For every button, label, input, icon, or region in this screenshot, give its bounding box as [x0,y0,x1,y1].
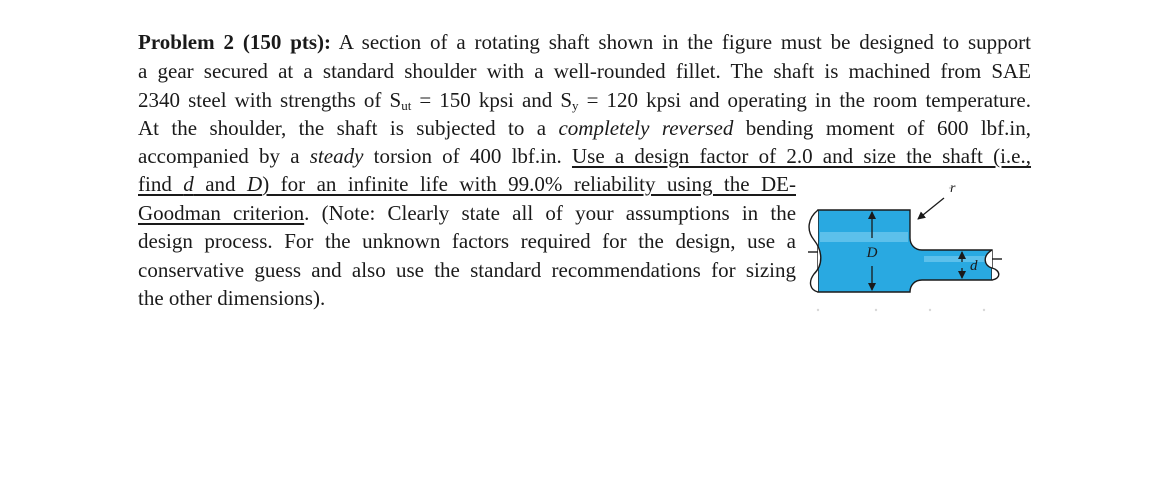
shaft-figure [804,174,1004,324]
text-line-4: At the shoulder, the shaft is subjected to a completely reversed bending moment of 600 lbf.in, [138,116,1032,140]
underlined-criterion: Goodman criterion [138,201,305,225]
label-r: r [950,181,956,196]
emphasis-steady: steady [309,144,364,168]
text-line-7: Goodman criterion. (Note: Clearly state all of your assumptions in the [138,201,797,225]
label-D: D [866,245,878,261]
label-d: d [970,258,978,274]
underlined-instruction-start: Use a design factor of 2.0 and size the shaft (i.e., [571,144,1032,168]
text-line-1-body: A section of a rotating shaft shown in the figure must be designed to support [338,30,1032,54]
problem-label: Problem 2 (150 pts): [138,30,332,54]
text-line-3: 2340 steel with strengths of $S_{ut} = 150$ kpsi and $S_y = 120$ kpsi and operating in the room temperature. [138,88,1031,113]
r-leader-arrow [918,198,944,219]
text-line-9: conservative guess and also use the standard recommendations for sizing [138,258,796,282]
text-line-10: the other dimensions). [138,286,326,310]
emphasis-completely-reversed: completely reversed [558,116,734,140]
text-line-5: accompanied by a steady torsion of 400 lbf.in. Use a design factor of 2.0 and size the shaft (i.e., [138,144,1032,168]
text-line-1 [138,28,1031,56]
shaft-body [818,210,992,292]
shaft-highlight [820,232,908,242]
text-line-6: find d and D) for an infinite life with 99.0% reliability using the DE- [138,172,796,196]
text-line-8: design process. For the unknown factors required for the design, use a [138,229,796,253]
text-line-2: a gear secured at a standard shoulder with a well-rounded fillet. The shaft is machined from SAE [138,59,1031,83]
shaft-highlight-small [924,256,990,262]
